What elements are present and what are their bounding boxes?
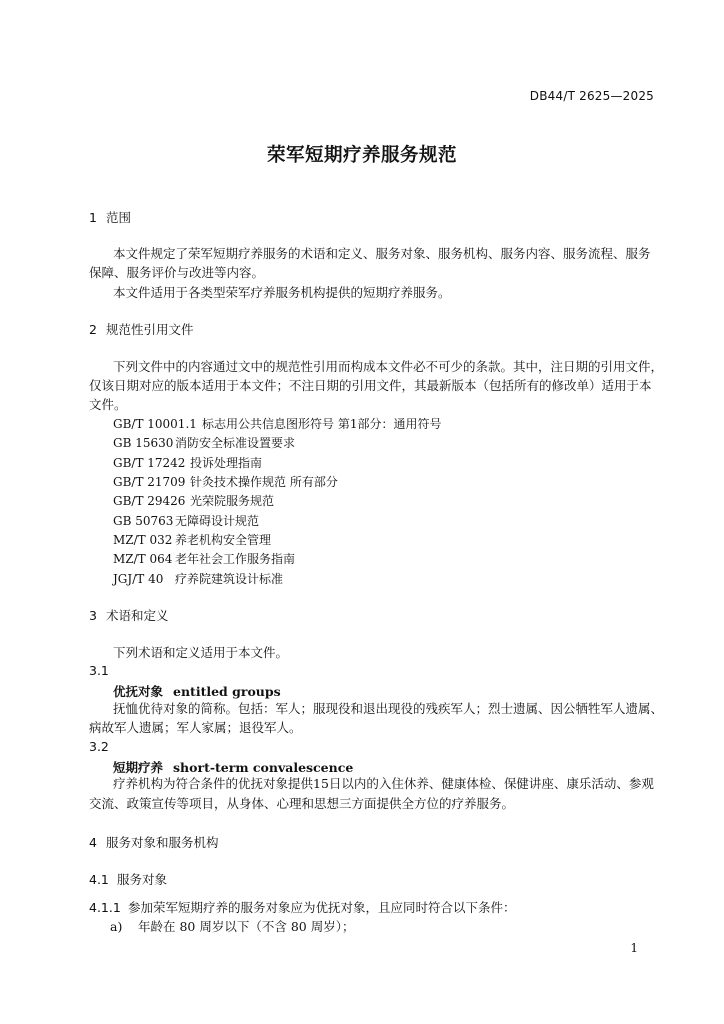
reference-code: GB/T 21709 xyxy=(113,475,186,489)
section-4-heading xyxy=(89,833,219,851)
reference-item xyxy=(113,415,441,432)
section-title: 范围 xyxy=(106,210,132,225)
document-title: 荣军短期疗养服务规范 xyxy=(266,145,457,166)
section-number: 4 xyxy=(89,835,97,850)
section-title: 规范性引用文件 xyxy=(106,322,194,337)
clause xyxy=(89,898,516,916)
reference-item xyxy=(113,454,262,471)
paragraph-line: 抚恤优待对象的简称。包括：军人；服现役和退出现役的残疾军人；烈士遗属、因公牺牲军人遗属、 xyxy=(113,701,664,716)
section-number: 3 xyxy=(89,608,97,623)
reference-name: 无障碍设计规范 xyxy=(175,514,260,528)
reference-name: 针灸技术操作规范 所有部分 xyxy=(190,475,338,489)
term-chinese: 短期疗养 xyxy=(113,760,164,775)
reference-name: 老年社会工作服务指南 xyxy=(175,552,296,566)
reference-item xyxy=(113,512,259,529)
list-item-text: 年龄在 80 周岁以下（不含 80 周岁）； xyxy=(138,919,355,934)
reference-code: JGJ/T 40 xyxy=(113,572,164,586)
reference-name: 消防安全标准设置要求 xyxy=(175,436,296,450)
paragraph-line: 仅该日期对应的版本适用于本文件；不注日期的引用文件，其最新版本（包括所有的修改单）适用于本 xyxy=(89,378,652,393)
reference-code: GB 50763 xyxy=(113,514,174,528)
paragraph-line: 交流、政策宣传等项目，从身体、心理和思想三方面提供全方位的疗养服务。 xyxy=(89,796,515,811)
paragraph-line: 下列文件中的内容通过文中的规范性引用而构成本文件必不可少的条款。其中，注日期的引用文件， xyxy=(113,359,664,374)
reference-name: 疗养院建筑设计标准 xyxy=(175,572,284,586)
subsection-heading xyxy=(89,870,167,888)
section-3-heading xyxy=(89,606,169,624)
term-heading xyxy=(113,682,281,700)
reference-code: MZ/T 064 xyxy=(113,552,173,566)
reference-code: GB/T 17242 xyxy=(113,456,186,470)
clause-text: 参加荣军短期疗养的服务对象应为优抚对象，且应同时符合以下条件： xyxy=(128,900,516,915)
section-2-heading xyxy=(89,320,194,338)
paragraph-line: 文件。 xyxy=(89,397,127,412)
section-number: 2 xyxy=(89,322,97,337)
term-number: 3.1 xyxy=(89,663,109,678)
section-title: 服务对象和服务机构 xyxy=(106,835,219,850)
paragraph-line: 疗养机构为符合条件的优抚对象提供15日以内的入住休养、健康体检、保健讲座、康乐活动、参观 xyxy=(113,776,654,791)
reference-code: GB 15630 xyxy=(113,436,174,450)
list-item xyxy=(110,917,354,935)
reference-code: GB/T 29426 xyxy=(113,494,186,508)
reference-item xyxy=(113,550,295,567)
reference-item xyxy=(113,492,274,509)
reference-name: 标志用公共信息图形符号 第1部分：通用符号 xyxy=(202,417,442,431)
term-chinese: 优抚对象 xyxy=(113,684,164,699)
standard-number: DB44/T 2625—2025 xyxy=(529,89,654,103)
reference-item xyxy=(113,434,295,451)
term-english: short-term convalescence xyxy=(173,760,354,775)
clause-number: 4.1.1 xyxy=(89,900,121,915)
reference-name: 养老机构安全管理 xyxy=(175,533,272,547)
term-number: 3.2 xyxy=(89,739,109,754)
paragraph-line: 本文件适用于各类型荣军疗养服务机构提供的短期疗养服务。 xyxy=(113,285,451,300)
subsection-title: 服务对象 xyxy=(117,872,168,887)
paragraph-line: 保障、服务评价与改进等内容。 xyxy=(89,265,265,280)
subsection-number: 4.1 xyxy=(89,872,109,887)
paragraph-line: 本文件规定了荣军短期疗养服务的术语和定义、服务对象、服务机构、服务内容、服务流程、服务 xyxy=(113,246,651,261)
reference-item xyxy=(113,570,283,587)
term-english: entitled groups xyxy=(173,684,281,699)
paragraph-line: 病故军人遗属；军人家属；退役军人。 xyxy=(89,720,302,735)
reference-item xyxy=(113,473,338,490)
page-number: 1 xyxy=(630,941,638,955)
section-1-heading xyxy=(89,208,131,226)
section-title: 术语和定义 xyxy=(106,608,169,623)
reference-code: MZ/T 032 xyxy=(113,533,173,547)
reference-item xyxy=(113,531,271,548)
reference-name: 光荣院服务规范 xyxy=(190,494,275,508)
reference-code: GB/T 10001.1 xyxy=(113,417,197,431)
paragraph-line: 下列术语和定义适用于本文件。 xyxy=(113,645,289,660)
list-item-label: a) xyxy=(110,919,123,934)
reference-name: 投诉处理指南 xyxy=(190,456,263,470)
section-number: 1 xyxy=(89,210,97,225)
